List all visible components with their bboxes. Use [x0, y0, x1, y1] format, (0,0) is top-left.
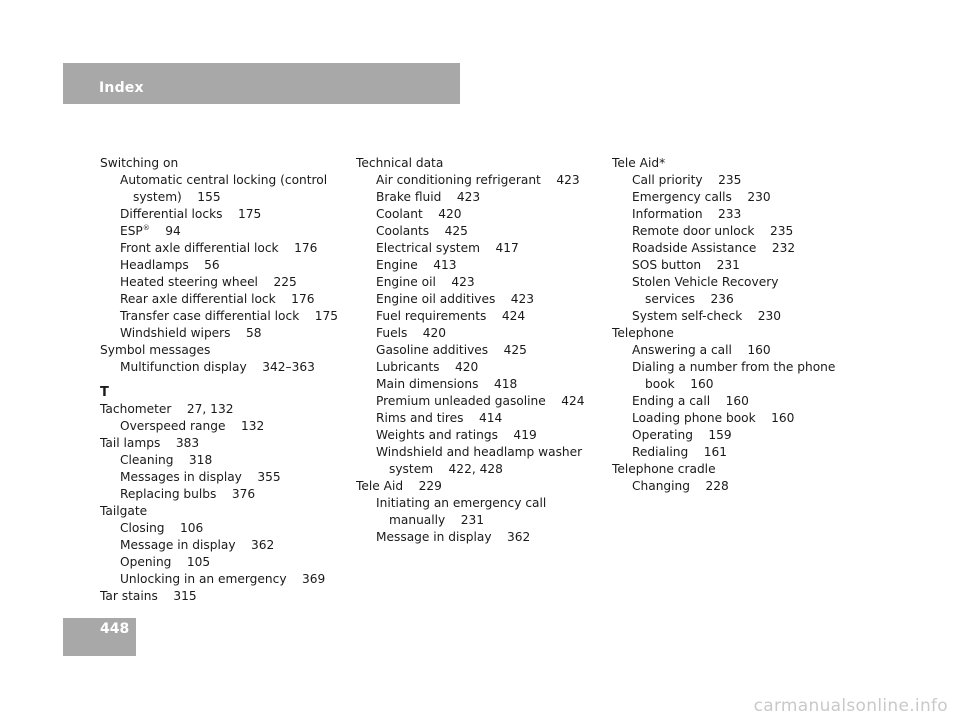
entry-text: Lubricants 420 — [376, 360, 479, 374]
index-subentry — [356, 240, 606, 257]
entry-text: Main dimensions 418 — [376, 377, 518, 391]
index-subentry — [612, 410, 862, 427]
entry-text: Information 233 — [632, 207, 742, 221]
index-entry — [100, 588, 350, 605]
index-entry — [612, 461, 862, 478]
entry-text: Fuel requirements 424 — [376, 309, 526, 323]
entry-text: Messages in display 355 — [120, 470, 281, 484]
index-subentry — [356, 257, 606, 274]
entry-text: Front axle differential lock 176 — [120, 241, 318, 255]
index-subentry — [612, 359, 862, 376]
entry-text: Redialing 161 — [632, 445, 728, 459]
entry-text: Ending a call 160 — [632, 394, 749, 408]
entry-text: Tele Aid* — [612, 156, 666, 170]
index-subentry — [100, 274, 350, 291]
index-entry — [100, 155, 350, 172]
header-bar — [63, 63, 460, 104]
watermark-text: carmanualsonline.info — [753, 696, 948, 716]
index-subentry — [100, 359, 350, 376]
entry-text: Differential locks 175 — [120, 207, 262, 221]
entry-text: Opening 105 — [120, 555, 211, 569]
entry-text: services 236 — [645, 292, 734, 306]
page-reference: 94 — [149, 224, 181, 238]
index-subentry — [100, 172, 350, 189]
index-subentry — [612, 427, 862, 444]
index-subentry — [356, 223, 606, 240]
entry-text: manually 231 — [389, 513, 485, 527]
entry-text: Engine oil additives 423 — [376, 292, 535, 306]
registered-mark: ® — [142, 224, 150, 232]
index-subentry — [100, 418, 350, 435]
index-subentry — [100, 486, 350, 503]
index-subentry — [356, 444, 606, 461]
index-subentry — [100, 308, 350, 325]
index-subentry — [612, 478, 862, 495]
index-subentry — [612, 240, 862, 257]
index-subentry — [356, 393, 606, 410]
index-subentry — [100, 452, 350, 469]
index-subentry — [612, 223, 862, 240]
entry-text: Tachometer 27, 132 — [100, 402, 234, 416]
index-subentry — [100, 537, 350, 554]
entry-text: Brake fluid 423 — [376, 190, 481, 204]
index-subentry — [356, 376, 606, 393]
index-subentry — [100, 223, 350, 240]
entry-text: Operating 159 — [632, 428, 732, 442]
entry-text: system 422, 428 — [389, 462, 503, 476]
index-subentry — [356, 291, 606, 308]
entry-text: Overspeed range 132 — [120, 419, 265, 433]
entry-text: Multifunction display 342–363 — [120, 360, 315, 374]
entry-text: Engine 413 — [376, 258, 457, 272]
index-subentry — [100, 257, 350, 274]
entry-text: Stolen Vehicle Recovery — [632, 275, 779, 289]
index-subentry — [356, 461, 606, 478]
index-column-1 — [100, 155, 350, 605]
page-number-box — [63, 618, 136, 656]
entry-text: system) 155 — [133, 190, 221, 204]
entry-text: Telephone cradle — [612, 462, 716, 476]
index-subentry — [612, 393, 862, 410]
entry-text: Emergency calls 230 — [632, 190, 771, 204]
entry-text: T — [100, 385, 109, 400]
entry-text: Unlocking in an emergency 369 — [120, 572, 326, 586]
index-subentry — [356, 206, 606, 223]
index-entry — [356, 155, 606, 172]
index-subentry — [356, 359, 606, 376]
entry-text: Replacing bulbs 376 — [120, 487, 256, 501]
entry-text: Headlamps 56 — [120, 258, 220, 272]
entry-text: Roadside Assistance 232 — [632, 241, 796, 255]
entry-text: Tailgate — [100, 504, 148, 518]
index-entry — [612, 325, 862, 342]
index-subentry — [356, 495, 606, 512]
index-subentry — [100, 571, 350, 588]
entry-text: Message in display 362 — [120, 538, 275, 552]
entry-text: Remote door unlock 235 — [632, 224, 794, 238]
index-subentry — [356, 189, 606, 206]
index-subentry — [612, 189, 862, 206]
index-subentry — [612, 444, 862, 461]
page-title: Index — [99, 80, 144, 96]
entry-text: Technical data — [356, 156, 444, 170]
index-subentry — [100, 240, 350, 257]
entry-text: SOS button 231 — [632, 258, 740, 272]
entry-text: Automatic central locking (control — [120, 173, 328, 187]
index-subentry — [356, 427, 606, 444]
entry-text: Cleaning 318 — [120, 453, 213, 467]
index-subentry — [100, 189, 350, 206]
entry-text: Windshield wipers 58 — [120, 326, 262, 340]
index-subentry — [356, 308, 606, 325]
entry-text: Air conditioning refrigerant 423 — [376, 173, 580, 187]
entry-text: Engine oil 423 — [376, 275, 475, 289]
index-subentry — [356, 325, 606, 342]
entry-text: Initiating an emergency call — [376, 496, 547, 510]
entry-text: Coolants 425 — [376, 224, 468, 238]
entry-text: Symbol messages — [100, 343, 211, 357]
entry-text: Fuels 420 — [376, 326, 447, 340]
index-subentry — [356, 512, 606, 529]
entry-text: Switching on — [100, 156, 179, 170]
index-column-3 — [612, 155, 862, 495]
entry-text: Heated steering wheel 225 — [120, 275, 297, 289]
index-entry — [100, 503, 350, 520]
index-subentry — [612, 206, 862, 223]
index-entry — [100, 401, 350, 418]
index-entry — [612, 155, 862, 172]
entry-text: Message in display 362 — [376, 530, 531, 544]
entry-text: Windshield and headlamp washer — [376, 445, 583, 459]
entry-text: Changing 228 — [632, 479, 729, 493]
entry-text: Loading phone book 160 — [632, 411, 795, 425]
entry-text: Dialing a number from the phone — [632, 360, 836, 374]
entry-text: Call priority 235 — [632, 173, 742, 187]
index-subentry — [100, 469, 350, 486]
index-subentry — [612, 342, 862, 359]
entry-text: Rims and tires 414 — [376, 411, 503, 425]
entry-text: Coolant 420 — [376, 207, 462, 221]
index-subentry — [612, 291, 862, 308]
index-subentry — [100, 554, 350, 571]
index-column-2 — [356, 155, 606, 546]
entry-text: Tar stains 315 — [100, 589, 197, 603]
index-entry — [100, 435, 350, 452]
index-subentry — [356, 274, 606, 291]
entry-text: Transfer case differential lock 175 — [120, 309, 339, 323]
entry-text: Closing 106 — [120, 521, 204, 535]
index-entry — [100, 342, 350, 359]
index-subentry — [100, 291, 350, 308]
index-entry — [356, 478, 606, 495]
section-letter — [100, 384, 350, 401]
index-subentry — [612, 274, 862, 291]
index-subentry — [100, 325, 350, 342]
entry-text: Premium unleaded gasoline 424 — [376, 394, 585, 408]
entry-text: Rear axle differential lock 176 — [120, 292, 315, 306]
index-subentry — [356, 529, 606, 546]
index-subentry — [100, 206, 350, 223]
index-subentry — [356, 172, 606, 189]
entry-text: Electrical system 417 — [376, 241, 519, 255]
index-subentry — [612, 172, 862, 189]
entry-text: Telephone — [612, 326, 674, 340]
entry-text: Gasoline additives 425 — [376, 343, 527, 357]
index-subentry — [612, 376, 862, 393]
entry-text: System self-check 230 — [632, 309, 782, 323]
index-subentry — [100, 520, 350, 537]
index-subentry — [612, 257, 862, 274]
index-subentry — [612, 308, 862, 325]
entry-text: book 160 — [645, 377, 714, 391]
entry-text: Tele Aid 229 — [356, 479, 442, 493]
index-subentry — [356, 342, 606, 359]
page-number: 448 — [100, 621, 130, 637]
entry-text: ESP — [120, 224, 143, 238]
entry-text: Answering a call 160 — [632, 343, 771, 357]
entry-text: Weights and ratings 419 — [376, 428, 537, 442]
index-subentry — [356, 410, 606, 427]
entry-text: Tail lamps 383 — [100, 436, 200, 450]
